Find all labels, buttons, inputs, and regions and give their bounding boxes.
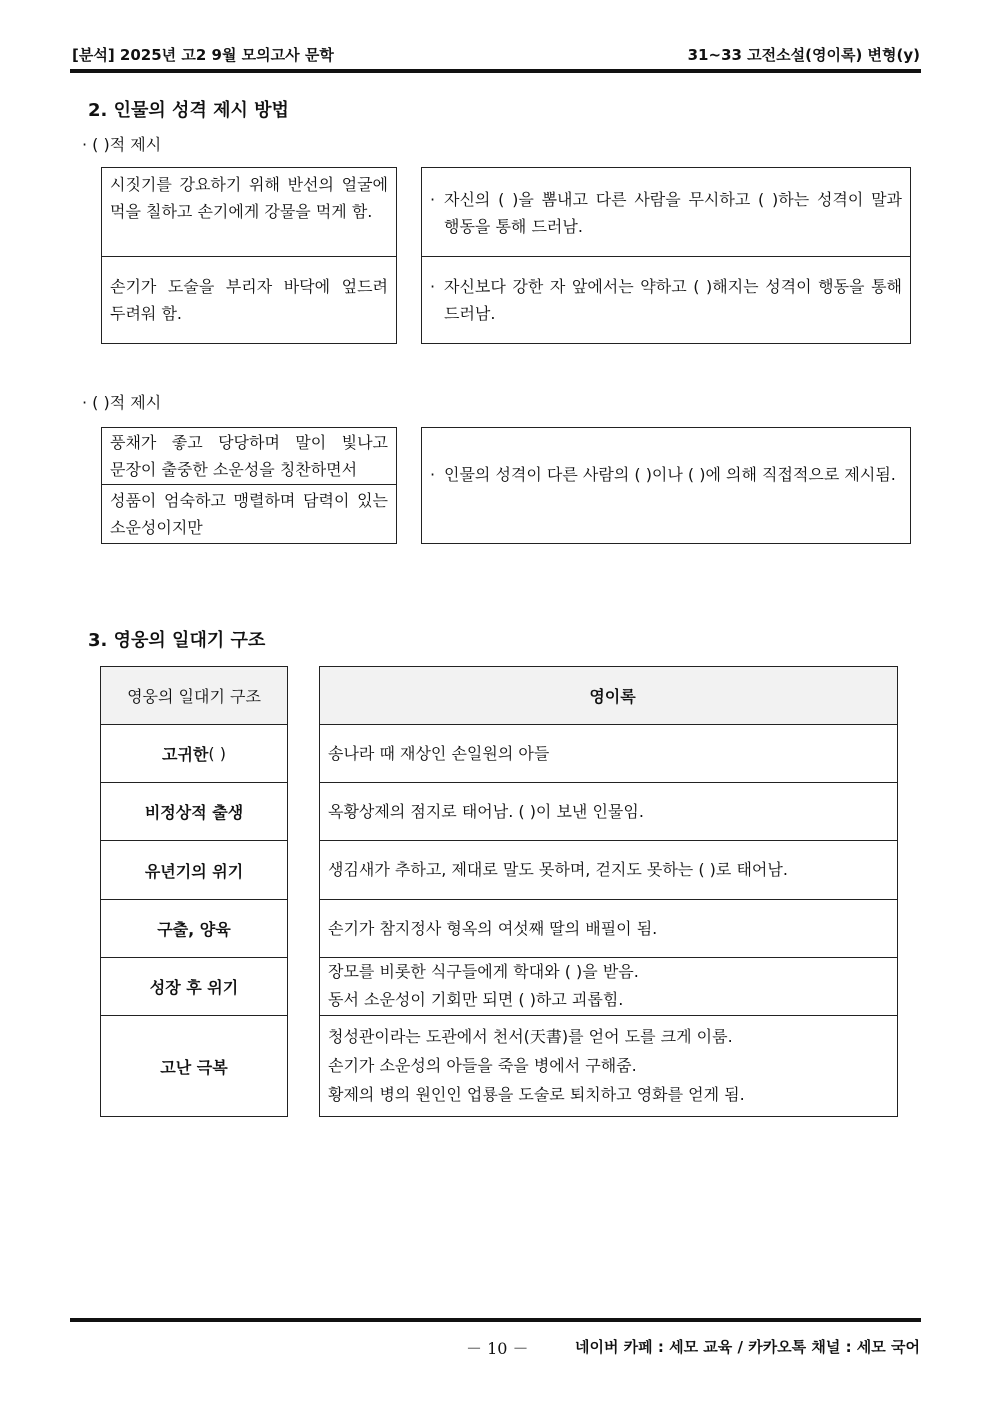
indirect-analysis-row [422,257,910,344]
direct-analysis-text: 인물의 성격이 다른 사람의 ( )이나 ( )에 의해 직접적으로 제시됨. [444,465,896,484]
bullet-mark: · [430,190,436,209]
content-line: 황제의 병의 원인인 업룡을 도술로 퇴치하고 영화를 얻게 됨. [328,1085,745,1104]
indirect-analysis-note [430,273,902,327]
column-header-work: 영이록 [319,666,898,725]
bullet-mark: · [430,465,436,484]
indirect-analysis-text: 자신의 ( )을 뽐내고 다른 사람을 무시하고 ( )하는 성격이 말과 행동을 통해 드러남. [444,190,902,236]
indirect-analysis-note [430,186,902,240]
stage-cell [100,957,288,1016]
indirect-evidence-text: 시짓기를 강요하기 위해 반선의 얼굴에 먹을 칠하고 손기에게 강물을 먹게 함. [110,175,388,221]
direct-evidence-row [102,428,396,485]
section3-title: 3. 영웅의 일대기 구조 [88,630,266,651]
content-line: 청성관이라는 도관에서 천서(天書)를 얻어 도를 크게 이룸. [328,1027,733,1046]
content-line: 송나라 때 재상인 손일원의 아들 [328,744,550,763]
bullet-mark: · [430,277,436,296]
direct-analysis-box [421,427,911,544]
content-line: 장모를 비롯한 식구들에게 학대와 ( )을 받음. [328,962,639,981]
header-left: [분석] 2025년 고2 9월 모의고사 문학 [72,46,334,64]
indirect-label: · ( )적 제시 [82,135,162,154]
stage-blank: ( ) [208,744,226,763]
content-line: 생김새가 추하고, 제대로 말도 못하며, 걷지도 못하는 ( )로 태어남. [328,860,788,879]
stage-cell [100,724,288,783]
indirect-analysis-row [422,168,910,257]
header-divider [70,69,921,73]
content-cell [319,782,898,841]
stage-cell [100,840,288,900]
direct-evidence-text: 풍채가 좋고 당당하며 말이 빛나고 문장이 출중한 소운성을 칭찬하면서 [110,433,388,479]
indirect-analysis-box [421,167,911,344]
direct-label: · ( )적 제시 [82,393,162,412]
column-header-structure: 영웅의 일대기 구조 [100,666,288,725]
header-right: 31~33 고전소설(영이록) 변형(y) [687,46,920,64]
indirect-evidence-box [101,167,397,344]
direct-evidence-text: 성품이 엄숙하고 맹렬하며 담력이 있는 소운성이지만 [110,491,388,537]
indirect-analysis-text: 자신보다 강한 자 앞에서는 약하고 ( )해지는 성격이 행동을 통해 드러남. [444,277,902,323]
stage-label: 유년기의 위기 [144,861,244,881]
indirect-evidence-row [102,257,396,344]
stage-label: 구출, 양육 [157,920,231,939]
content-line: 손기가 참지정사 형옥의 여섯째 딸의 배필이 됨. [328,919,658,938]
stage-cell [100,1015,288,1117]
section2-title: 2. 인물의 성격 제시 방법 [88,100,289,121]
stage-label: 성장 후 위기 [149,978,239,997]
direct-analysis-note [430,461,902,488]
indirect-evidence-row [102,168,396,257]
indirect-evidence-text: 손기가 도술을 부리자 바닥에 엎드려 두려워 함. [110,277,388,323]
content-cell [319,1015,898,1117]
footer-divider [70,1318,921,1322]
footer-channels: 네이버 카페 : 세모 교육 / 카카오톡 채널 : 세모 국어 [574,1338,920,1356]
content-line: 손기가 소운성의 아들을 죽을 병에서 구해줌. [328,1056,637,1075]
stage-cell [100,899,288,958]
content-cell [319,724,898,783]
content-cell [319,899,898,958]
content-cell [319,840,898,900]
content-cell [319,957,898,1016]
direct-evidence-row [102,485,396,544]
stage-label: 고난 극복 [160,1057,228,1077]
stage-label: 고귀한 [162,745,209,764]
stage-cell [100,782,288,841]
stage-label: 비정상적 출생 [144,803,244,822]
content-line: 동서 소운성이 기회만 되면 ( )하고 괴롭힘. [328,990,624,1009]
hero-structure-column [100,666,288,1117]
content-line: 옥황상제의 점지로 태어남. ( )이 보낸 인물임. [328,802,644,821]
yeongirok-column [319,666,898,1117]
direct-evidence-box [101,427,397,544]
page-number: － 10 － [466,1339,529,1358]
